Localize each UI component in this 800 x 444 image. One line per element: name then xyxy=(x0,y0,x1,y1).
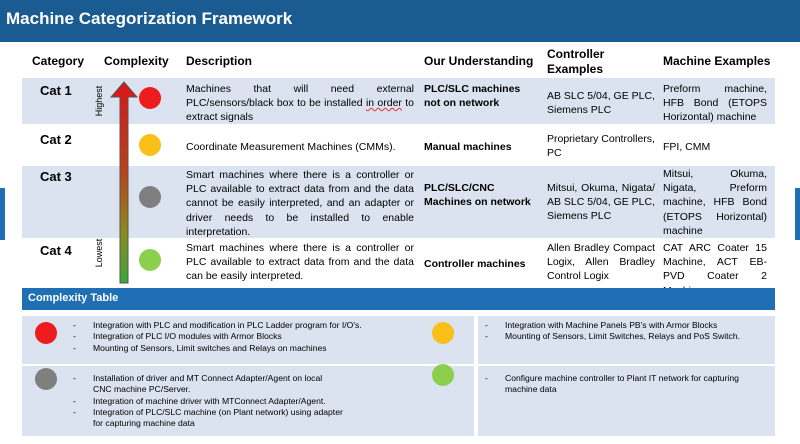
machine-cat3: Mitsui, Okuma, Nigata, Preform machine, HFB Bond (ETOPS Horizontal) machine xyxy=(663,168,767,237)
arrow-label-highest: Highest xyxy=(94,85,104,117)
understanding-cat3: PLC/SLC/CNC Machines on network xyxy=(424,182,531,209)
understanding-cat1: PLC/SLC machines not on network xyxy=(424,83,521,110)
gray-circle-icon xyxy=(35,368,57,390)
description-cat4: Smart machines where there is a controller or PLC available to extract data from and the data can be easily interpreted. xyxy=(186,242,414,283)
description-cat3: Smart machines where there is a controller or PLC available to extract data from and the data cannot be easily interpreted, and an adapter or driver needs to be installed to enable interpretation. xyxy=(186,169,414,238)
complexity-list-green xyxy=(485,373,755,396)
complexity-arrow xyxy=(109,80,139,286)
header-machine-examples: Machine Examples xyxy=(663,54,771,68)
category-cat4: Cat 4 xyxy=(40,243,72,258)
list-item: - Integration with PLC and modification in PLC Ladder program for I/O's. xyxy=(73,320,413,331)
list-item: - Integration of PLC I/O modules with Armor Blocks xyxy=(73,331,413,342)
amber-circle-icon xyxy=(139,134,161,156)
controller-cat1: AB SLC 5/04, GE PLC, Siemens PLC xyxy=(547,90,655,117)
list-item: - Integration of machine driver with MTConnect Adapter/Agent. xyxy=(73,396,343,407)
complexity-list-amber xyxy=(485,320,770,343)
complexity-list-gray xyxy=(73,373,343,429)
category-cat3: Cat 3 xyxy=(40,169,72,184)
list-item: - Mounting of Sensors, Limit Switches, Relays and PoS Switch. xyxy=(485,331,770,342)
complexity-table-title: Complexity Table xyxy=(28,292,119,304)
category-cat2: Cat 2 xyxy=(40,132,72,147)
list-item: - Mounting of Sensors, Limit switches and Relays on machines xyxy=(73,343,413,354)
list-item: - Installation of driver and MT Connect Adapter/Agent on local CNC machine PC/Server. xyxy=(73,373,343,396)
machine-cat1: Preform machine, HFB Bond (ETOPS Horizontal) machine xyxy=(663,83,767,124)
header-controller-examples: Controller Examples xyxy=(547,47,605,76)
list-item: - Configure machine controller to Plant IT network for capturing machine data xyxy=(485,373,755,396)
machine-cat4: CAT ARC Coater 15 Machine, ACT EB-PVD Coater 2 xyxy=(663,242,767,283)
complexity-table-header xyxy=(22,288,775,310)
green-circle-icon xyxy=(139,249,161,271)
controller-cat4: Allen Bradley Compact Logix, Allen Bradley Control Logix xyxy=(547,242,655,283)
category-cat1: Cat 1 xyxy=(40,83,72,98)
right-accent-bar xyxy=(795,188,800,240)
green-circle-icon xyxy=(432,364,454,386)
arrow-label-lowest: Lowest xyxy=(94,238,104,268)
machine-cat2: FPI, CMM xyxy=(663,141,711,153)
controller-cat2: Proprietary Controllers, PC xyxy=(547,133,655,160)
red-circle-icon xyxy=(139,87,161,109)
left-accent-bar xyxy=(0,188,5,240)
list-item: - Integration of PLC/SLC machine (on Plant network) using adapter for capturing machine data xyxy=(73,407,343,430)
amber-circle-icon xyxy=(432,322,454,344)
page-title: Machine Categorization Framework xyxy=(6,9,293,28)
header-category: Category xyxy=(32,54,85,68)
header-our-understanding: Our Understanding xyxy=(424,54,534,68)
understanding-cat2: Manual machines xyxy=(424,141,512,153)
list-item: - Integration with Machine Panels PB's with Armor Blocks xyxy=(485,320,770,331)
gray-circle-icon xyxy=(139,186,161,208)
red-circle-icon xyxy=(35,322,57,344)
complexity-list-red xyxy=(73,320,413,354)
header-complexity: Complexity xyxy=(104,54,169,68)
description-cat2: Coordinate Measurement Machines (CMMs). xyxy=(186,141,396,153)
header-description: Description xyxy=(186,54,253,68)
title-bar xyxy=(0,0,800,42)
description-cat1: Machines that will need external PLC/sensors/black box to be installed in order to extract signals xyxy=(186,83,414,124)
controller-cat3: Mitsui, Okuma, Nigata/ AB SLC 5/04, GE PLC, Siemens PLC xyxy=(547,182,655,223)
understanding-cat4: Controller machines xyxy=(424,258,526,270)
